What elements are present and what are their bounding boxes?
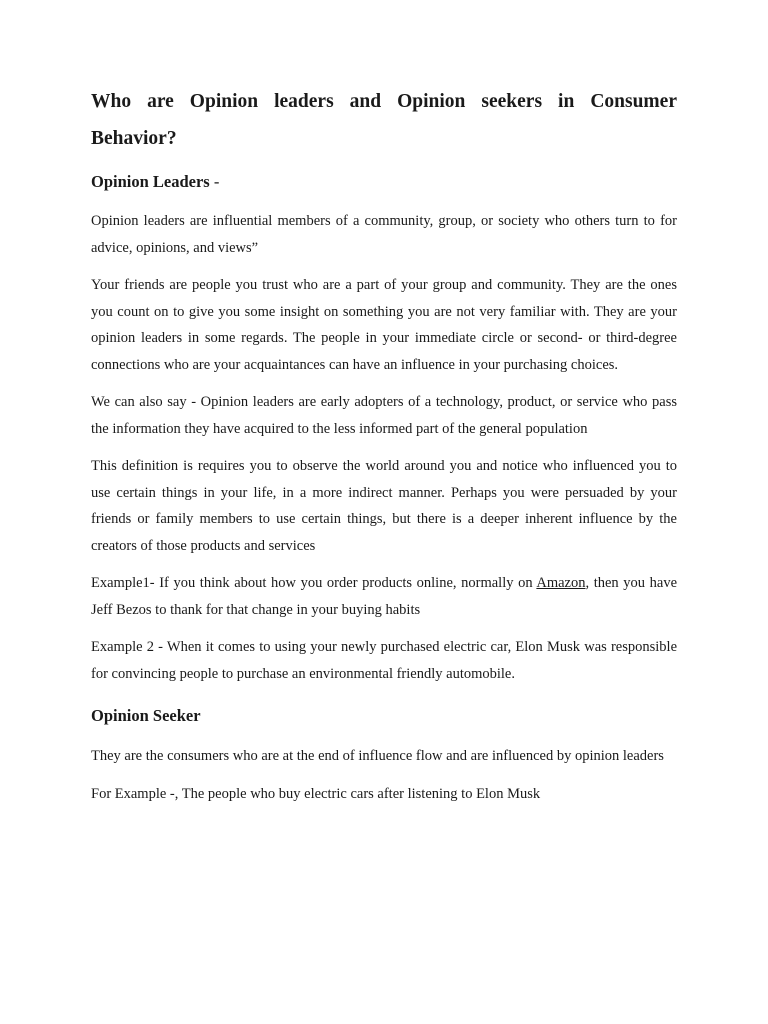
- paragraph-example-1: [91, 570, 677, 623]
- paragraph-example-2: Example 2 - When it comes to using your newly purchased electric car, Elon Musk was responsible for convincing people to purchase an environmental friendly automobile.: [91, 639, 677, 682]
- heading-suffix: -: [209, 172, 220, 191]
- example1-text-after: , then you have Jeff Bezos to thank for that change in your buying habits: [91, 575, 677, 618]
- document-title: Who are Opinion leaders and Opinion seekers in Consumer Behavior?: [91, 91, 677, 149]
- paragraph-seeker-example: For Example -, The people who buy electric cars after listening to Elon Musk: [91, 785, 541, 802]
- amazon-link[interactable]: Amazon: [536, 575, 586, 591]
- paragraph-friends: Your friends are people you trust who are a part of your group and community. They are the ones you count on to give you some insight on something you are not very familiar with. They are your opinion leaders in some regards. The people in your immediate circle or second- or third-degree connections who are your acquaintances can have an influence in your purchasing choices.: [91, 277, 677, 373]
- paragraph-observe-world: This definition is requires you to observe the world around you and notice who influenced you to use certain things in your life, in a more indirect manner. Perhaps you were persuaded by your friends or family members to use certain things, but there is a deeper inherent influence by the creators of those products and services: [91, 458, 677, 554]
- paragraph-seeker-definition: They are the consumers who are at the end of influence flow and are influenced by opinion leaders: [91, 748, 664, 764]
- example1-text-before: Example1- If you think about how you order products online, normally on: [91, 575, 537, 591]
- paragraph-definition: Opinion leaders are influential members of a community, group, or society who others turn to for advice, opinions, and views”: [91, 213, 677, 256]
- section-heading-opinion-leaders: [91, 170, 677, 194]
- heading-text: Opinion Leaders: [91, 172, 210, 191]
- paragraph-early-adopters: We can also say - Opinion leaders are early adopters of a technology, product, or service who pass the information they have acquired to the less informed part of the general population: [91, 394, 677, 437]
- section-heading-opinion-seeker: Opinion Seeker: [91, 706, 201, 725]
